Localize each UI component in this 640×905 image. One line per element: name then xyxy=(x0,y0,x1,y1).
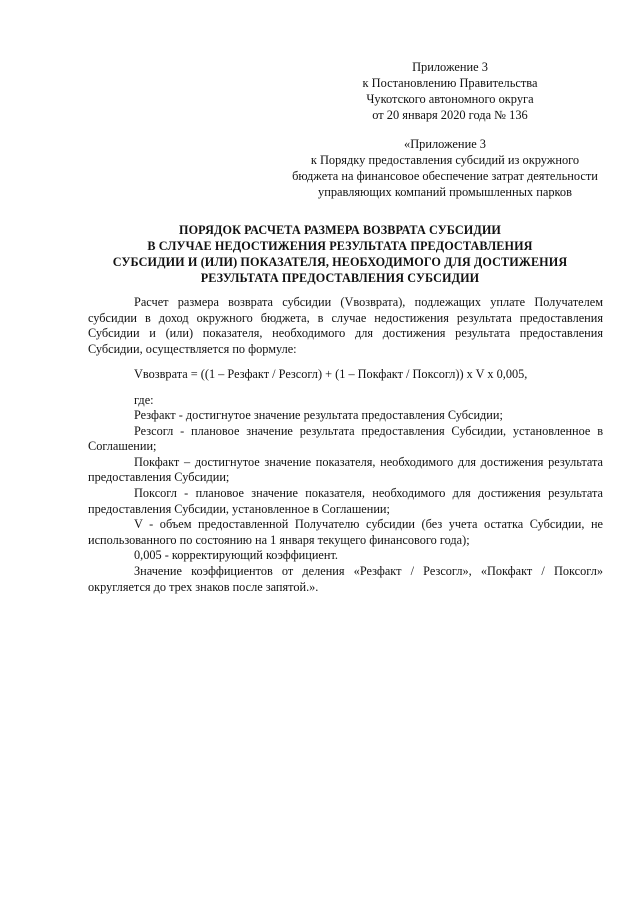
appendix-order-line: «Приложение 3 xyxy=(404,137,486,151)
definition-item: Поксогл - плановое значение показателя, необходимого для достижения результата предоставления Субсидии, установленное в Соглашении; xyxy=(88,485,603,516)
appendix-order-line: управляющих компаний промышленных парков xyxy=(318,185,572,199)
definition-item: 0,005 - корректирующий коэффициент. xyxy=(134,548,338,563)
definition-item: Покфакт – достигнутое значение показателя, необходимого для достижения результата предоставления Субсидии; xyxy=(88,454,603,485)
title-line: РЕЗУЛЬТАТА ПРЕДОСТАВЛЕНИЯ СУБСИДИИ xyxy=(200,271,480,285)
definition-item: Резсогл - плановое значение результата предоставления Субсидии, установленное в Соглашении; xyxy=(88,423,603,454)
intro-section xyxy=(88,295,603,357)
title-line: В СЛУЧАЕ НЕДОСТИЖЕНИЯ РЕЗУЛЬТАТА ПРЕДОСТАВЛЕНИЯ xyxy=(147,239,533,253)
appendix-order-header xyxy=(290,136,600,200)
appendix-header-line: к Постановлению Правительства xyxy=(362,76,538,90)
appendix-order-line: к Порядку предоставления субсидий из окружного xyxy=(310,153,580,167)
formula: Vвозврата = ((1 – Резфакт / Резсогл) + (1 – Покфакт / Поксогл)) x V x 0,005, xyxy=(134,367,528,381)
definition-item: Резфакт - достигнутое значение результата предоставления Субсидии; xyxy=(134,408,503,422)
appendix-header xyxy=(300,59,600,123)
appendix-order-line: бюджета на финансовое обеспечение затрат деятельности xyxy=(292,169,598,183)
definition-item: V - объем предоставленной Получателю субсидии (без учета остатка Субсидии, не использованного по состоянию на 1 января текущего финансового года); xyxy=(88,517,603,547)
appendix-header-line: Приложение 3 xyxy=(412,60,488,74)
title-line: СУБСИДИИ И (ИЛИ) ПОКАЗАТЕЛЯ, НЕОБХОДИМОГО ДЛЯ ДОСТИЖЕНИЯ xyxy=(112,255,568,269)
appendix-header-line: от 20 января 2020 года № 136 xyxy=(372,108,528,122)
definition-item: Значение коэффициентов от деления «Резфакт / Резсогл», «Покфакт / Поксогл» округляется до трех знаков после запятой.». xyxy=(88,563,603,594)
document-title xyxy=(60,222,620,286)
where-label: где: xyxy=(134,393,154,407)
title-line: ПОРЯДОК РАСЧЕТА РАЗМЕРА ВОЗВРАТА СУБСИДИИ xyxy=(179,223,501,237)
definitions-list xyxy=(88,408,603,595)
appendix-header-line: Чукотского автономного округа xyxy=(366,92,534,106)
intro-paragraph: Расчет размера возврата субсидии (Vвозврата), подлежащих уплате Получателем субсидии в доход окружного бюджета, в случае недостижения результата предоставления Субсидии и (или) показателя, необходимого для достижения результата предоставления Субсидии, осуществляется по формуле: xyxy=(88,295,603,356)
